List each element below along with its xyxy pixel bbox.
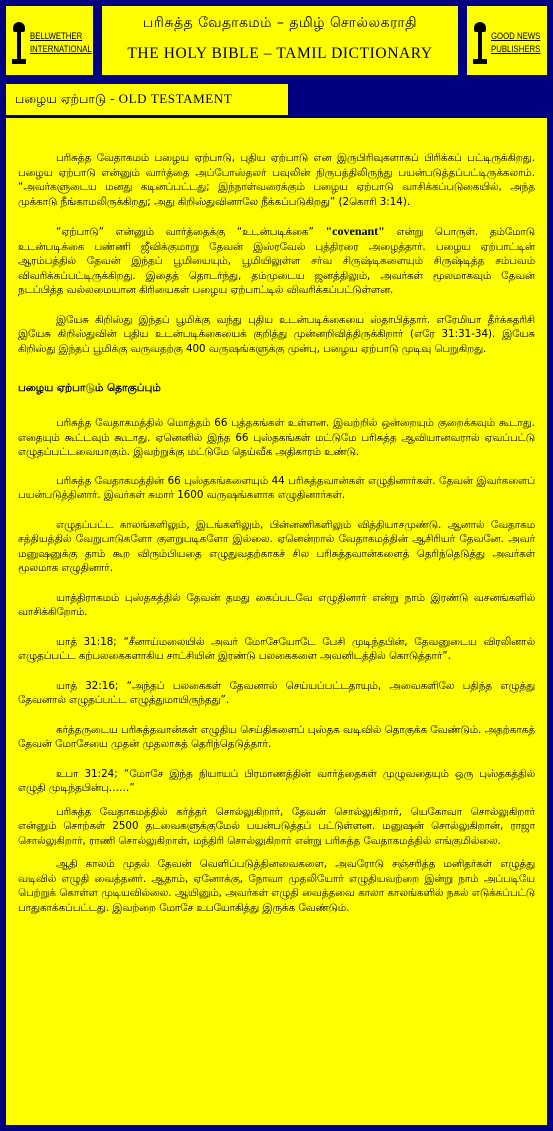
section-heading-english: OLD TESTAMENT <box>118 91 233 106</box>
subheading: பழைய ஏற்பாடும் தொகுப்பும் <box>18 382 161 394</box>
paragraph-4: பரிசுத்த வேதாகமத்தில் மொத்தம் 66 புத்தகங்கள் உள்ளன. இவற்றில் ஒன்றையும் குறைக்கவும் கூடாது. எதையும் கூட்டவும் கூடாது. ஏனெனில் இந்த 66 புஸ்தகங்கள் மட்டுமே பரிசுத்த ஆவியானவரால் ஏவப்பட்டு எழுதப்பட்டவையாகும். இவற்றுக்கு மட்டுமே தெய்வீக அதிகாரம் உண்டு. <box>18 417 535 458</box>
good-news-logo-text: GOOD NEWS PUBLISHERS <box>491 30 541 55</box>
page-title <box>99 3 461 78</box>
content-panel <box>3 118 550 1128</box>
paragraph-12: பரிசுத்த வேதாகமத்தில் கர்த்தர் சொல்லுகிறார், தேவன் சொல்லுகிறார், யெகோவா சொல்லுகிறார் என்னும் சொற்கள் 2500 தடவைகளுக்குமேல் பயன்படுத்தப் பட்டுள்ளன. மனுஷன் சொல்லுகிறான், ராஜா சொல்லுகிறார், ராணி சொல்லுகிறாள், மந்திரி சொல்லுகிறார் என்று பரிசுத்த வேதாகமத்தில் எங்குமில்லை. <box>18 805 535 847</box>
paragraph-10: கர்த்தருடைய பரிசுத்தவான்கள் எழுதிய செய்திகளைப் புஸ்தக வடிவில் தொகுக்க வேண்டும். அதற்காகத் தேவன் மோசேயை முதன் முதலாகத் தெரிந்தெடுத்தார். <box>18 723 535 750</box>
good-news-logo <box>464 3 550 78</box>
section-heading-separator: - <box>106 91 119 106</box>
paragraph-5: பரிசுத்த வேதாகமத்தின் 66 புஸ்தகங்களையும் 44 பரிசுத்தவான்கள் எழுதினார்கள். தேவன் இவர்களைப் பயன்படுத்தினார். இவர்கள் சுமார் 1600 வருஷங்களாக எழுதினார்கள். <box>18 474 535 501</box>
covenant-word: "covenant" <box>325 224 385 238</box>
paragraph-2: “ஏற்பாடு” என்னும் வார்த்தைக்கு “உடன்படிக்கை” "covenant" என்று பொருள். தம்மோடு உடன்படிக்கை பண்ணி ஜீவிக்குமாறு தேவன் இஸ்ரவேல் புத்திரரை அழைத்தார். பழைய ஏற்பாட்டின் ஆரம்பத்தில் தேவன் இந்தப் பூமியையும், பூமியிலுள்ள சர்வ சிருஷ்டிகளையும் சிருஷ்டித்த சம்பவம் விவரிக்கப்பட்டிருக்கிறது. இதைத் தொடர்ந்து, தம்முடைய ஜனத்திலும், அவர்கள் மூலமாகவும் தேவன் நடப்பித்த வல்லமையான கிரியைகள் பழைய ஏற்பாட்டில் விவரிக்கப்பட்டுள்ளன. <box>18 224 535 296</box>
bellwether-logo-text: BELLWETHER INTERNATIONAL <box>30 30 92 55</box>
paragraph-6: எழுதப்பட்ட காலங்களிலும், இடங்களிலும், பின்னணிகளிலும் வித்தியாசமுண்டு. ஆனால் வேதாகம சத்தியத்தில் வேறுபாடுகளோ குளறுபடிகளோ இல்லை. ஏனென்றால் வேதாகமத்தின் ஆசிரியர் தேவனே. அவர் மனுஷனுக்கு தாம் கூற விரும்பியதை எழுதுவதற்காகச் சில பரிசுத்தவான்களைத் தெரிந்தெடுத்து அவர்கள் மூலமாக எழுதினார். <box>18 518 535 574</box>
paragraph-11: உபா 31:24; “மோசே இந்த நியாயப் பிரமாணத்தின் வார்த்தைகள் முழுவதையும் ஒரு புஸ்தகத்தில் எழுதி முடிந்தபின்பு……” <box>18 767 535 794</box>
paragraph-1: பரிசுத்த வேதாகமம் பழைய ஏற்பாடு, புதிய ஏற்பாடு என இருபிரிவுகளாகப் பிரிக்கப் பட்டிருக்கிறது. பழைய ஏற்பாடு என்னும் வார்த்தை அப்போஸ்தலர் பவுலின் நிருபத்திலிருந்து பயன்படுத்தப்பட்டிருக்கலாம். “அவர்களுடைய மனது கடினப்பட்டது; இந்நாள்வரைக்கும் பழைய ஏற்பாடு வாசிக்கப்படுகையில், அந்த முக்காடு நீங்காமலிருக்கிறது; அது கிறிஸ்துவினாலே நீக்கப்படுகிறது” (2கொரி 3:14). <box>18 152 535 208</box>
section-heading <box>3 81 291 118</box>
paragraph-8: யாத் 31:18; “சீனாய்மலையில் அவர் மோசேயோடே பேசி முடிந்தபின், தேவனுடைய விரலினால் எழுதப்பட்ட கற்பலகைகளாகிய சாட்சியின் இரண்டு பலகைகளை அவனிடத்தில் கொடுத்தார்”. <box>18 635 535 662</box>
tower-icon <box>473 22 487 64</box>
article-body <box>18 124 535 915</box>
paragraph-7: யாத்திராகமம் புஸ்தகத்தில் தேவன் தமது கைப்படவே எழுதினார் என்று நாம் இரண்டு வசனங்களில் வாசிக்கிறோம். <box>18 591 535 618</box>
section-heading-tamil: பழைய ஏற்பாடு <box>15 91 107 106</box>
paragraph-9: யாத் 32:16; “அந்தப் பலகைகள் தேவனால் செய்யப்பட்டதாயும், அவைகளிலே பதிந்த எழுத்து தேவனால் எழுதப்பட்ட எழுத்துமாயிருந்தது”. <box>18 679 535 706</box>
bellwether-logo <box>3 3 96 78</box>
title-tamil: பரிசுத்த வேதாகமம் – தமிழ் சொல்லகராதி <box>142 15 418 31</box>
title-english: THE HOLY BIBLE – TAMIL DICTIONARY <box>127 45 433 62</box>
paragraph-3: இயேசு கிறிஸ்து இந்தப் பூமிக்கு வந்து புதிய உடன்படிக்கையை ஸ்தாபித்தார். எரேமியா தீர்க்கதரிசி இயேசு கிறிஸ்துவின் புதிய உடன்படிக்கையைக் குறித்து முன்னறிவித்திருக்கிறார் (எரே 31:31-34). இயேசு கிறிஸ்து இந்தப் பூமிக்கு வருவதற்கு 400 வருஷங்களுக்கு முன்பு, பழைய ஏற்பாடு முடிவு பெறுகிறது. <box>18 313 535 355</box>
bell-tower-icon <box>12 22 26 64</box>
paragraph-13: ஆதி காலம் முதல் தேவன் வெளிப்படுத்தினவைகளை, அவரோடு சஞ்சரித்த மனிதர்கள் எழுத்து வடிவில் எழுதி வைத்தனர். ஆதாம், ஏனோக்கு, நோவா முதலியோர் எழுதியவற்றை இன்று நாம் அப்படியே பெற்றுக் கொள்ள முடியவில்லை. ஆயினும், அவர்கள் எழுதி வைத்தவை காலா காலங்களில் நகல் எடுக்கப்பட்டு பாதுகாக்கப்பட்டது. இவற்றை மோசே உபயோகித்து இருக்க வேண்டும். <box>18 858 535 914</box>
